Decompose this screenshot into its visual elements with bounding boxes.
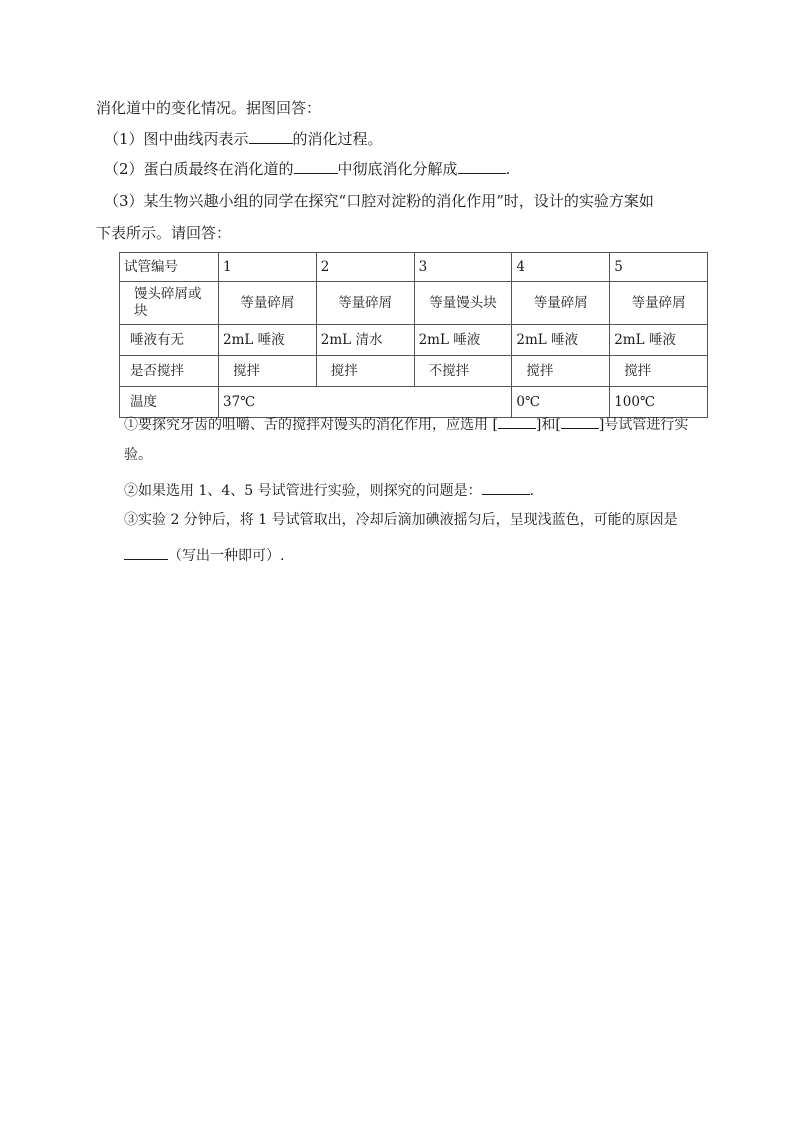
table-cell: 等量碎屑 (512, 282, 610, 325)
question-1-prefix: （1）图中曲线丙表示 (104, 130, 249, 148)
table-cell: 2 (316, 253, 414, 282)
question-3-line-2: 下表所示。请回答： (96, 224, 232, 242)
table-cell: 不搅拌 (414, 356, 512, 387)
table-cell: 2mL 唾液 (512, 325, 610, 356)
table-row (120, 356, 708, 387)
table-row (120, 325, 708, 356)
table-row (120, 282, 708, 325)
table-cell: 搅拌 (316, 356, 414, 387)
intro-line: 消化道中的变化情况。据图回答： (96, 99, 322, 117)
table-cell: 5 (610, 253, 708, 282)
sub-question-1-middle: ]和[ (535, 417, 561, 433)
table-cell: 37℃ (219, 387, 512, 418)
table-cell: 1 (219, 253, 317, 282)
answer-blank[interactable] (498, 412, 536, 429)
answer-blank[interactable] (124, 543, 168, 560)
question-2-middle: 中彻底消化分解成 (337, 160, 458, 178)
sub-question-1-line-2: 验。 (124, 447, 152, 463)
sub-question-3-line-2 (124, 543, 744, 567)
table-cell: 100℃ (610, 387, 708, 418)
sub-question-2-prefix: ②如果选用 1、4、5 号试管进行实验，则探究的问题是： (124, 483, 482, 499)
table-cell: 2mL 唾液 (414, 325, 512, 356)
table-cell: 等量馒头块 (414, 282, 512, 325)
sub-question-3-suffix: （写出一种即可）. (168, 548, 285, 564)
table-cell: 搅拌 (512, 356, 610, 387)
table-cell: 等量碎屑 (219, 282, 317, 325)
table-cell: 搅拌 (610, 356, 708, 387)
question-2 (104, 157, 724, 180)
table-cell: 等量碎屑 (316, 282, 414, 325)
question-2-suffix: . (505, 160, 511, 178)
sub-question-3: ③实验 2 分钟后，将 1 号试管取出，冷却后滴加碘液摇匀后，呈现浅蓝色，可能的原因是 (124, 512, 678, 528)
table-cell: 搅拌 (219, 356, 317, 387)
question-1-suffix: 的消化过程。 (292, 130, 383, 148)
table-cell: 0℃ (512, 387, 610, 418)
answer-blank[interactable] (458, 157, 506, 174)
sub-question-1-prefix: ①要探究牙齿的咀嚼、舌的搅拌对馒头的消化作用，应选用 [ (124, 417, 498, 433)
question-1 (104, 127, 724, 150)
experiment-table (119, 252, 708, 418)
table-cell: 试管编号 (120, 253, 219, 282)
answer-blank[interactable] (294, 157, 338, 174)
table-row-label: 馒头碎屑或块 (120, 282, 219, 325)
question-2-prefix: （2）蛋白质最终在消化道的 (104, 160, 294, 178)
answer-blank[interactable] (561, 412, 599, 429)
table-cell: 4 (512, 253, 610, 282)
table-header-row (120, 253, 708, 282)
table-row-label: 是否搅拌 (120, 356, 219, 387)
sub-question-1-suffix: ]号试管进行实 (598, 417, 689, 433)
table-cell: 2mL 唾液 (219, 325, 317, 356)
sub-question-1 (124, 412, 744, 436)
table-row-label: 温度 (120, 387, 219, 418)
table-row-label: 唾液有无 (120, 325, 219, 356)
answer-blank[interactable] (249, 127, 293, 144)
table-cell: 2mL 唾液 (610, 325, 708, 356)
table-cell: 2mL 清水 (316, 325, 414, 356)
table-cell: 等量碎屑 (610, 282, 708, 325)
answer-blank[interactable] (482, 478, 530, 495)
sub-question-2-suffix: . (529, 483, 535, 499)
sub-question-2 (124, 478, 744, 502)
table-cell: 3 (414, 253, 512, 282)
question-3-line-1: （3）某生物兴趣小组的同学在探究“口腔对淀粉的消化作用”时，设计的实验方案如 (104, 192, 654, 210)
